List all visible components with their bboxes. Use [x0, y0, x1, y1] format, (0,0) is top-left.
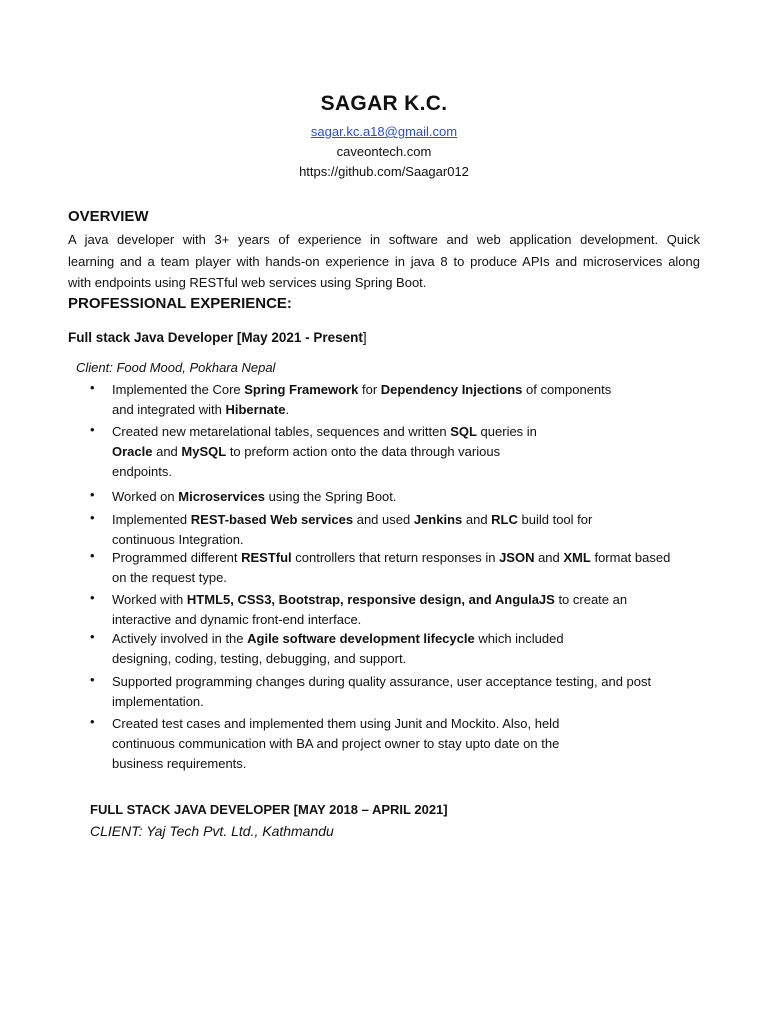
- list-item-text: [112, 510, 710, 550]
- list-item-text: [112, 380, 710, 420]
- website-text: caveontech.com: [336, 144, 432, 159]
- overview-line: with endpoints using RESTful web services using Spring Boot.: [68, 275, 427, 290]
- list-item-line: implementation.: [112, 694, 204, 709]
- bullet-icon: •: [90, 380, 95, 395]
- list-item-text: [112, 487, 710, 507]
- list-item-line: interactive and dynamic front-end interface.: [112, 612, 362, 627]
- bullet-icon: •: [90, 422, 95, 437]
- candidate-name: SAGAR K.C.: [320, 92, 448, 115]
- bullet-icon: •: [90, 629, 95, 644]
- email-link[interactable]: sagar.kc.a18@gmail.com: [310, 124, 458, 139]
- list-item-line: business requirements.: [112, 756, 247, 771]
- list-item-line: designing, coding, testing, debugging, and support.: [112, 651, 407, 666]
- overview-heading: OVERVIEW: [68, 208, 149, 225]
- bullet-icon: •: [90, 548, 95, 563]
- client-line: Client: Food Mood, Pokhara Nepal: [76, 360, 276, 375]
- list-item-line: Implemented REST-based Web services and used Jenkins and RLC build tool for: [112, 512, 593, 527]
- bullet-icon: •: [90, 672, 95, 687]
- list-item-text: [112, 590, 710, 630]
- list-item-line: on the request type.: [112, 570, 227, 585]
- github-text: https://github.com/Saagar012: [299, 164, 469, 179]
- list-item-text: [112, 714, 710, 774]
- bullet-icon: •: [90, 714, 95, 729]
- list-item-line: continuous Integration.: [112, 532, 244, 547]
- list-item-text: [112, 672, 710, 712]
- list-item-line: Oracle and MySQL to preform action onto the data through various: [112, 444, 501, 459]
- overview-paragraph: [68, 229, 700, 294]
- list-item-line: Created new metarelational tables, sequences and written SQL queries in: [112, 424, 537, 439]
- list-item-line: Implemented the Core Spring Framework for Dependency Injections of components: [112, 382, 612, 397]
- list-item-line: Worked with HTML5, CSS3, Bootstrap, responsive design, and AngulaJS to create an: [112, 592, 628, 607]
- list-item-line: Programmed different RESTful controllers that return responses in JSON and XML format based: [112, 550, 671, 565]
- bullet-icon: •: [90, 590, 95, 605]
- role-title: [68, 330, 367, 345]
- list-item-text: [112, 629, 710, 669]
- bullet-icon: •: [90, 510, 95, 525]
- role-title-text: Full stack Java Developer [May 2021 - Present: [68, 330, 363, 345]
- role-title-bracket: ]: [362, 330, 367, 345]
- bullet-icon: •: [90, 487, 95, 502]
- list-item-line: Supported programming changes during quality assurance, user acceptance testing, and post: [112, 674, 652, 689]
- experience-heading: PROFESSIONAL EXPERIENCE:: [68, 295, 292, 312]
- list-item-line: Worked on Microservices using the Spring Boot.: [112, 489, 397, 504]
- list-item-text: [112, 422, 710, 482]
- list-item-line: Created test cases and implemented them using Junit and Mockito. Also, held: [112, 716, 560, 731]
- list-item-line: Actively involved in the Agile software development lifecycle which included: [112, 631, 564, 646]
- overview-line: learning and a team player with hands-on experience in java 8 to produce APIs and microservices along: [68, 253, 700, 269]
- list-item-line: endpoints.: [112, 464, 172, 479]
- list-item-line: and integrated with Hibernate.: [112, 402, 290, 417]
- list-item-text: [112, 548, 710, 588]
- client-line-2: CLIENT: Yaj Tech Pvt. Ltd., Kathmandu: [90, 823, 334, 839]
- list-item-line: continuous communication with BA and project owner to stay upto date on the: [112, 736, 560, 751]
- overview-line: A java developer with 3+ years of experience in software and web application development. Quick: [68, 232, 700, 247]
- role-title-2: FULL STACK JAVA DEVELOPER [MAY 2018 – APRIL 2021]: [90, 802, 448, 817]
